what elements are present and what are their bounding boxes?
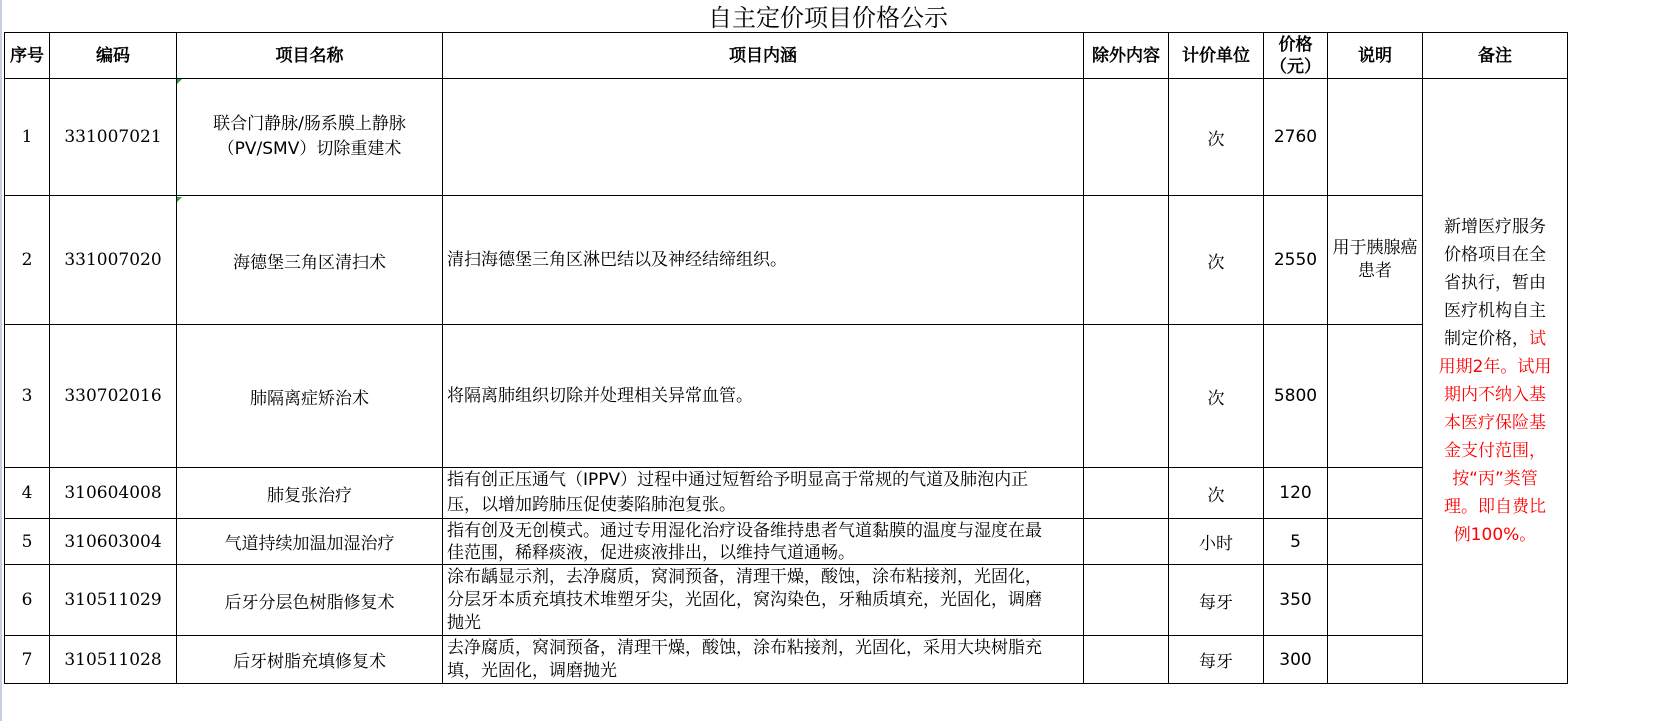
- cell-unit[interactable]: 小时: [1169, 519, 1264, 565]
- cell-price[interactable]: 2550: [1264, 196, 1328, 325]
- cell-content-line1: 指有创及无创模式。通过专用湿化治疗设备维持患者气道黏膜的温度与湿度在最: [447, 520, 1042, 541]
- header-exclusion[interactable]: 除外内容: [1084, 33, 1169, 79]
- table-row: [5, 79, 1568, 196]
- cell-exclusion[interactable]: [1084, 519, 1169, 565]
- cell-name[interactable]: 后牙树脂充填修复术: [177, 636, 443, 684]
- header-price-line1: 价格: [1278, 34, 1313, 55]
- cell-note[interactable]: [1328, 468, 1423, 519]
- cell-note[interactable]: [1328, 196, 1423, 325]
- remark-line: 理。即自费比: [1444, 497, 1546, 517]
- table-row: [5, 519, 1568, 565]
- cell-code[interactable]: 310511028: [50, 636, 177, 684]
- cell-exclusion[interactable]: [1084, 565, 1169, 636]
- cell-remark[interactable]: [1423, 79, 1568, 684]
- cell-seq[interactable]: 5: [5, 519, 50, 565]
- cell-unit[interactable]: 次: [1169, 325, 1264, 468]
- cell-exclusion[interactable]: [1084, 79, 1169, 196]
- table-row: [5, 565, 1568, 636]
- cell-price[interactable]: 300: [1264, 636, 1328, 684]
- remark-line: 价格项目在全: [1444, 245, 1546, 265]
- cell-note-line1: 用于胰腺癌: [1332, 238, 1418, 258]
- cell-price[interactable]: 2760: [1264, 79, 1328, 196]
- cell-price[interactable]: 350: [1264, 565, 1328, 636]
- remark-line: 期内不纳入基: [1444, 385, 1546, 405]
- header-price[interactable]: [1264, 33, 1328, 79]
- cell-seq[interactable]: 2: [5, 196, 50, 325]
- cell-note[interactable]: [1328, 325, 1423, 468]
- cell-content[interactable]: 将隔离肺组织切除并处理相关异常血管。: [443, 325, 1084, 468]
- cell-price[interactable]: 5: [1264, 519, 1328, 565]
- cell-seq[interactable]: 1: [5, 79, 50, 196]
- header-name[interactable]: 项目名称: [177, 33, 443, 79]
- cell-code[interactable]: 330702016: [50, 325, 177, 468]
- remark-line: 按“丙”类管: [1452, 469, 1538, 489]
- cell-content[interactable]: [443, 519, 1084, 565]
- cell-content[interactable]: [443, 636, 1084, 684]
- cell-unit[interactable]: 次: [1169, 79, 1264, 196]
- cell-seq[interactable]: 7: [5, 636, 50, 684]
- cell-seq[interactable]: 6: [5, 565, 50, 636]
- cell-note[interactable]: [1328, 636, 1423, 684]
- header-price-line2: （元）: [1270, 56, 1321, 77]
- cell-name[interactable]: 气道持续加温加湿治疗: [177, 519, 443, 565]
- remark-line: 医疗机构自主: [1444, 301, 1546, 321]
- header-remark[interactable]: 备注: [1423, 33, 1568, 79]
- cell-name[interactable]: 肺复张治疗: [177, 468, 443, 519]
- cell-unit[interactable]: 每牙: [1169, 565, 1264, 636]
- table-row: [5, 196, 1568, 325]
- cell-code[interactable]: 310604008: [50, 468, 177, 519]
- cell-content-line2: 佳范围，稀释痰液，促进痰液排出，以维持气道通畅。: [447, 542, 855, 563]
- cell-name[interactable]: [177, 79, 443, 196]
- cell-name[interactable]: 海德堡三角区清扫术: [177, 196, 443, 325]
- cell-seq[interactable]: 3: [5, 325, 50, 468]
- cell-unit[interactable]: 每牙: [1169, 636, 1264, 684]
- header-row: [5, 33, 1568, 79]
- cell-content[interactable]: [443, 79, 1084, 196]
- header-code[interactable]: 编码: [50, 33, 177, 79]
- cell-note[interactable]: [1328, 519, 1423, 565]
- cell-content-line2: 压，以增加跨肺压促使萎陷肺泡复张。: [447, 495, 736, 515]
- remark-line: 用期2年。试用: [1438, 357, 1552, 377]
- cell-name-line1: 联合门静脉/肠系膜上静脉: [213, 114, 406, 134]
- cell-content[interactable]: 清扫海德堡三角区淋巴结以及神经结缔组织。: [443, 196, 1084, 325]
- cell-exclusion[interactable]: [1084, 468, 1169, 519]
- header-note[interactable]: 说明: [1328, 33, 1423, 79]
- remark-line: 例100%。: [1453, 525, 1537, 545]
- remark-trial-text: 试: [1529, 329, 1546, 349]
- header-content[interactable]: 项目内涵: [443, 33, 1084, 79]
- cell-price[interactable]: 5800: [1264, 325, 1328, 468]
- header-seq[interactable]: 序号: [5, 33, 50, 79]
- cell-code[interactable]: 331007020: [50, 196, 177, 325]
- window-left-edge: [0, 0, 2, 721]
- cell-content-line1: 去净腐质，窝洞预备，清理干燥，酸蚀，涂布粘接剂，光固化，采用大块树脂充: [447, 637, 1042, 658]
- cell-name-line2: （PV/SMV）切除重建术: [217, 139, 402, 159]
- cell-unit[interactable]: 次: [1169, 196, 1264, 325]
- cell-code[interactable]: 310511029: [50, 565, 177, 636]
- remark-line: 本医疗保险基: [1444, 413, 1546, 433]
- cell-code[interactable]: 310603004: [50, 519, 177, 565]
- cell-content-line1: 涂布龋显示剂，去净腐质，窝洞预备，清理干燥，酸蚀，涂布粘接剂，光固化，: [447, 566, 1042, 587]
- cell-content[interactable]: [443, 565, 1084, 636]
- price-table: [4, 32, 1568, 684]
- cell-content-line1: 指有创正压通气（IPPV）过程中通过短暂给予明显高于常规的气道及肺泡内正: [447, 470, 1029, 490]
- cell-content-line3: 抛光: [447, 612, 481, 633]
- remark-text: 制定价格，: [1444, 329, 1529, 349]
- cell-note[interactable]: [1328, 79, 1423, 196]
- remark-line: 新增医疗服务: [1444, 217, 1546, 237]
- page-title: 自主定价项目价格公示: [708, 4, 948, 32]
- header-unit[interactable]: 计价单位: [1169, 33, 1264, 79]
- remark-line: 省执行，暂由: [1444, 273, 1546, 293]
- cell-name[interactable]: 肺隔离症矫治术: [177, 325, 443, 468]
- cell-exclusion[interactable]: [1084, 196, 1169, 325]
- cell-content-line2: 填，光固化，调磨抛光: [447, 660, 617, 681]
- cell-name[interactable]: 后牙分层色树脂修复术: [177, 565, 443, 636]
- cell-content[interactable]: [443, 468, 1084, 519]
- remark-line: [1426, 325, 1564, 353]
- cell-code[interactable]: 331007021: [50, 79, 177, 196]
- cell-comment-marker-icon: [177, 197, 182, 202]
- cell-content-line2: 分层牙本质充填技术堆塑牙尖，光固化，窝沟染色，牙釉质填充，光固化，调磨: [447, 589, 1042, 610]
- remark-line: 金支付范围，: [1444, 441, 1546, 461]
- cell-exclusion[interactable]: [1084, 325, 1169, 468]
- cell-seq[interactable]: 4: [5, 468, 50, 519]
- cell-unit[interactable]: 次: [1169, 468, 1264, 519]
- table-row: [5, 468, 1568, 519]
- table-row: [5, 636, 1568, 684]
- table-row: [5, 325, 1568, 468]
- cell-price[interactable]: 120: [1264, 468, 1328, 519]
- cell-exclusion[interactable]: [1084, 636, 1169, 684]
- cell-note[interactable]: [1328, 565, 1423, 636]
- cell-note-line2: 患者: [1358, 261, 1392, 281]
- cell-comment-marker-icon: [177, 79, 182, 84]
